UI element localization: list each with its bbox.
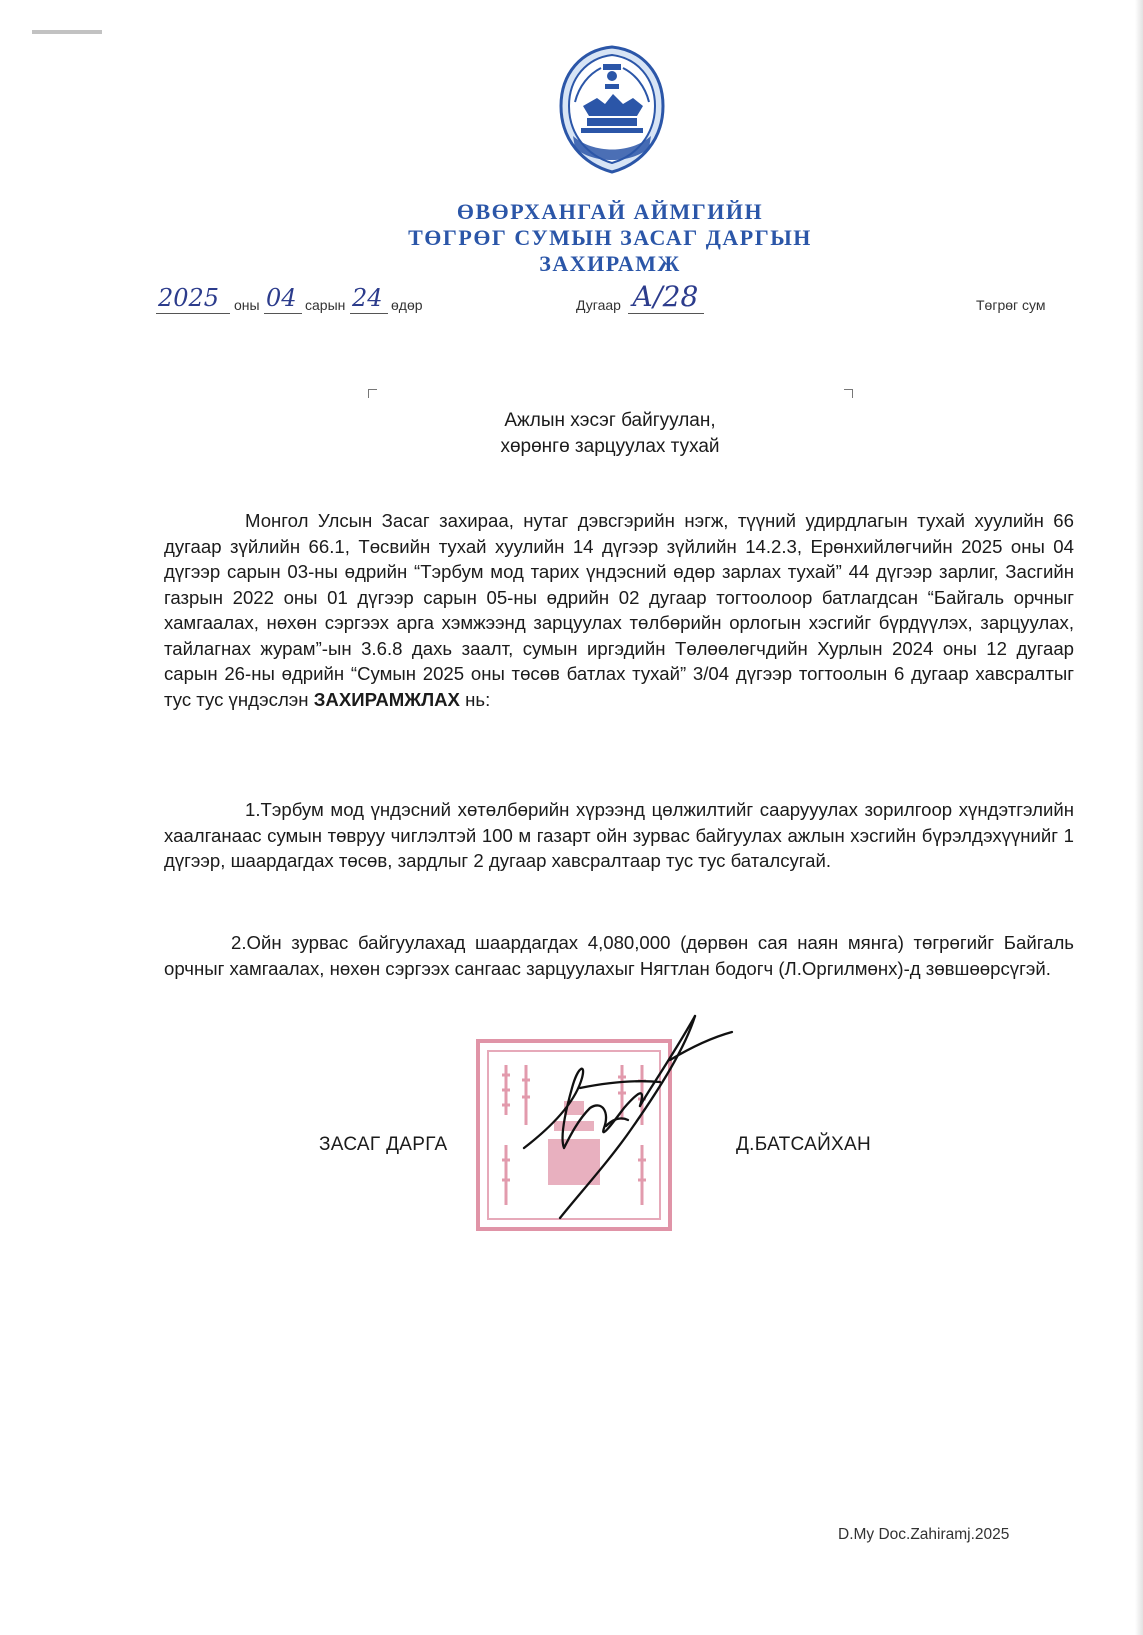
place-label: Төгрөг сум — [976, 297, 1046, 313]
signatory-name: Д.БАТСАЙХАН — [736, 1134, 871, 1155]
preamble-text: Монгол Улсын Засаг захираа, нутаг дэвсгэрийн нэгж, түүний удирдлагын тухай хуулийн 66 дугаар зүйлийн 66.1, Төсвийн тухай хуулийн 14 дүгээр зүйлийн 14.2.3, Ерөнхийлөгчийн 2025 оны 04 дүгээр сарын 03-ны өдрийн “Тэрбум мод тарих үндэсний өдөр зарлах тухай” 44 дүгээр зарлиг, Засгийн газрын 2022 оны 01 дүгээр сарын 05-ны өдрийн 02 дугаар тогтоолоор батлагдсан “Байгаль орчныг хамгаалах, нөхөн сэргээх арга хэмжээнд зарцуулах төлбөрийн орлогын хэсгийг бүрдүүлэх, зарцуулах, тайлагнах журам”-ын 3.6.8 дахь заалт, сумын иргэдийн Төлөөлөгчдийн Хурлын 2024 оны 12 дугаар сарын 26-ны өдрийн “Сумын 2025 оны төсөв батлах тухай” 3/04 дүгээр тогтоолын 6 дугаар хавсралтыг тус тус үндэслэн — [164, 510, 1074, 710]
month-suffix: сарын — [305, 297, 346, 313]
number-underline — [628, 313, 704, 314]
handwritten-month: 04 — [266, 284, 297, 312]
month-underline — [264, 313, 302, 314]
day-underline — [350, 313, 388, 314]
subject-line-2: хөрөнгө зарцуулах тухай — [500, 436, 720, 457]
order-suffix: нь: — [459, 688, 491, 710]
page-edge-shadow — [1135, 0, 1143, 1635]
issuer-line-1: ӨВӨРХАНГАЙ АЙМГИЙН — [456, 199, 764, 224]
issuer-header — [300, 199, 920, 277]
scan-artifact — [32, 30, 102, 34]
subject-corner-left — [368, 389, 377, 398]
handwritten-signature — [520, 1008, 735, 1223]
subject-corner-right — [844, 389, 853, 398]
issuer-line-3: ЗАХИРАМЖ — [539, 251, 681, 276]
preamble-paragraph — [164, 508, 1074, 712]
signatory-title: ЗАСАГ ДАРГА — [319, 1134, 448, 1155]
document-subject — [300, 408, 920, 460]
issuer-line-2: ТӨГРӨГ СУМЫН ЗАСАГ ДАРГЫН — [408, 225, 812, 250]
handwritten-day: 24 — [352, 284, 383, 312]
order-word: ЗАХИРАМЖЛАХ — [313, 688, 460, 710]
order-item-1: 1.Тэрбум мод үндэсний хөтөлбөрийн хүрээнд цөлжилтийг саарууулах зорилгоор хүндэтгэлийн хаалганаас сумын төвруу чиглэлтэй 100 м газарт ойн зурвас байгуулах ажлын хэсгийн бүрэлдэхүүнийг 1 дүгээр, шаардагдах төсөв, зардлыг 2 дугаар хавсралтаар тус тус баталсугай. — [164, 799, 1074, 871]
document-code: D.My Doc.Zahiramj.2025 — [838, 1526, 1010, 1543]
year-underline — [156, 313, 230, 314]
order-item-2: 2.Ойн зурвас байгуулахад шаардагдах 4,080,000 (дөрвөн сая наян мянга) төгрөгийг Байгаль орчныг хамгаалах, нөхөн сэргээх сангаас зарцуулахыг Нягтлан бодогч (Л.Оргилмөнх)-д зөвшөөрсүгэй. — [164, 932, 1074, 979]
day-suffix: өдөр — [391, 297, 423, 313]
state-emblem-icon — [553, 44, 671, 176]
handwritten-number: А/28 — [632, 280, 699, 313]
number-label: Дугаар — [576, 297, 621, 313]
handwritten-year: 2025 — [158, 284, 220, 312]
subject-line-1: Ажлын хэсэг байгуулан, — [504, 410, 716, 431]
year-suffix: оны — [234, 297, 260, 313]
